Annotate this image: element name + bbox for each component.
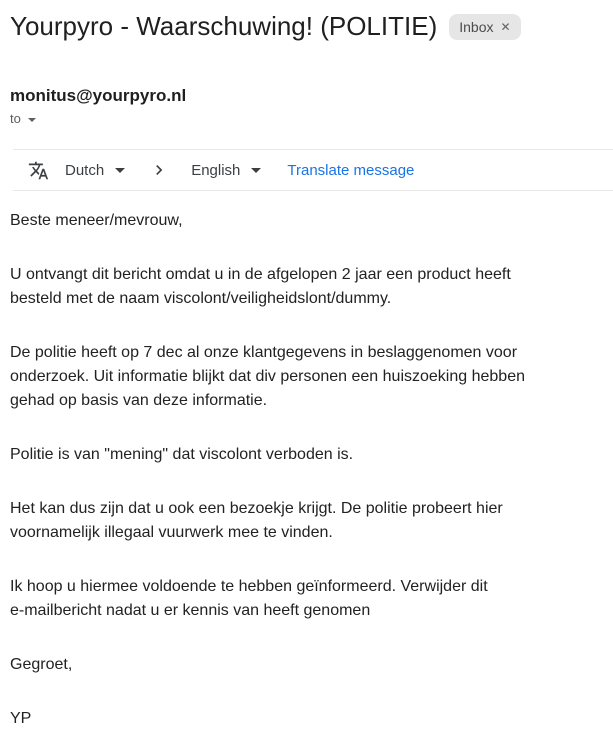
body-line: De politie heeft op 7 dec al onze klantgegevens in beslaggenomen voor bbox=[10, 344, 518, 361]
inbox-label-text: Inbox bbox=[459, 19, 494, 35]
body-paragraph bbox=[10, 707, 603, 731]
translate-bar bbox=[13, 149, 613, 191]
body-line: voornamelijk illegaal vuurwerk mee te vinden. bbox=[10, 524, 333, 541]
body-paragraph bbox=[10, 575, 603, 623]
source-language-selector[interactable] bbox=[65, 162, 125, 179]
body-paragraph bbox=[10, 443, 603, 467]
chevron-down-icon bbox=[28, 118, 36, 122]
body-line: Ik hoop u hiermee voldoende te hebben geïnformeerd. Verwijder dit bbox=[10, 578, 488, 595]
remove-label-icon[interactable]: ✕ bbox=[500, 20, 511, 34]
body-paragraph bbox=[10, 653, 603, 677]
body-line: YP bbox=[10, 710, 32, 727]
email-body bbox=[0, 191, 613, 731]
body-line: Gegroet, bbox=[10, 656, 73, 673]
source-language-label: Dutch bbox=[65, 161, 105, 179]
body-line: besteld met de naam viscolont/veiligheidslont/dummy. bbox=[10, 290, 392, 307]
body-paragraph bbox=[10, 263, 603, 311]
body-line: e-mailbericht nadat u er kennis van heeft genomen bbox=[10, 602, 371, 619]
inbox-label-chip[interactable] bbox=[449, 14, 520, 40]
body-paragraph bbox=[10, 209, 603, 233]
body-line: gehad op basis van deze informatie. bbox=[10, 392, 268, 409]
body-line: onderzoek. Uit informatie blijkt dat div personen een huiszoeking hebben bbox=[10, 368, 525, 385]
translate-icon bbox=[28, 160, 49, 181]
body-paragraph bbox=[10, 497, 603, 545]
body-line: U ontvangt dit bericht omdat u in de afgelopen 2 jaar een product heeft bbox=[10, 266, 511, 283]
chevron-down-icon bbox=[115, 168, 125, 173]
body-paragraph bbox=[10, 341, 603, 413]
arrow-right-icon bbox=[149, 160, 169, 180]
body-line: Beste meneer/mevrouw, bbox=[10, 212, 183, 229]
sender-email[interactable]: monitus@yourpyro.nl bbox=[10, 86, 187, 105]
target-language-label: English bbox=[191, 161, 241, 179]
target-language-selector[interactable] bbox=[191, 162, 261, 179]
translate-message-link[interactable]: Translate message bbox=[287, 161, 415, 179]
body-line: Het kan dus zijn dat u ook een bezoekje krijgt. De politie probeert hier bbox=[10, 500, 503, 517]
subject-row bbox=[0, 0, 613, 42]
to-label: to bbox=[10, 111, 21, 126]
chevron-down-icon bbox=[251, 168, 261, 173]
sender-block bbox=[0, 85, 613, 128]
recipient-details-toggle[interactable] bbox=[10, 111, 36, 126]
email-subject: Yourpyro - Waarschuwing! (POLITIE) bbox=[10, 11, 438, 41]
body-line: Politie is van "mening" dat viscolont verboden is. bbox=[10, 446, 354, 463]
